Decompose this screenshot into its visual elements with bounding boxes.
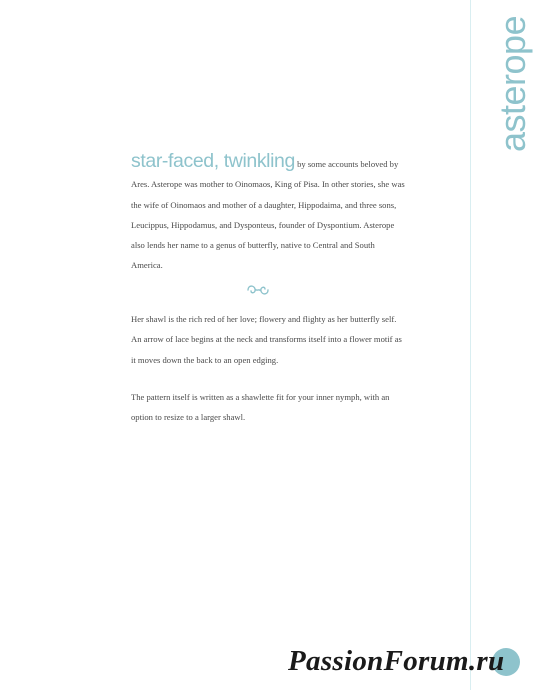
watermark bbox=[278, 637, 533, 687]
side-title: asterope bbox=[492, 15, 533, 152]
side-rule bbox=[470, 0, 471, 690]
description-paragraph: Her shawl is the rich red of her love; flowery and flighty as her butterfly self. An arrow of lace begins at the neck and transforms itself into a flower motif as it moves down the back to an open edging. bbox=[131, 314, 402, 365]
pattern-paragraph: The pattern itself is written as a shawlette fit for your inner nymph, with an option to resize to a larger shawl. bbox=[131, 392, 390, 423]
intro-text: by some accounts beloved by Ares. Asterope was mother to Oinomaos, King of Pisa. In other stories, she was the wife of Oinomaos and mother of a daughter, Hippodaima, and three sons, Leucippus, Hippodamus, and Dysponteus, founder of Dyspontium. Asterope also lends her name to a genus of butterfly, native to Central and South America. bbox=[131, 159, 405, 271]
intro-paragraph bbox=[131, 151, 406, 276]
flourish-ornament-icon bbox=[245, 282, 271, 298]
intro-lead: star-faced, twinkling bbox=[131, 150, 295, 172]
watermark-text: PassionForum.ru bbox=[288, 645, 505, 677]
